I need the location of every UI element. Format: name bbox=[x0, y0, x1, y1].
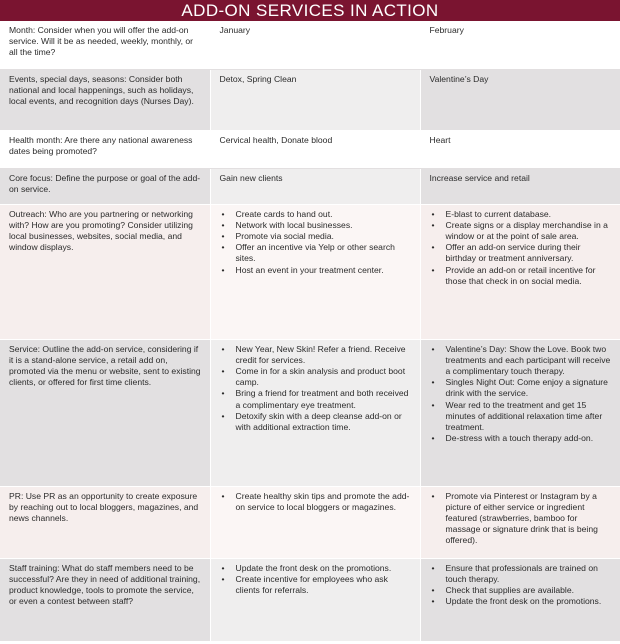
list-item: • Check that supplies are available. bbox=[446, 585, 612, 596]
february-cell: Valentine’s Day bbox=[420, 69, 620, 130]
list-item: • Promote via Pinterest or Instagram by a picture of either service or ingredient featured (strawberries, bamboo for massage or signature drink that is being offered). bbox=[446, 491, 612, 547]
row-label: Staff training: What do staff members need to be successful? Are they in need of additional training, product knowledge, tools to promote the service, or even a contest between staff? bbox=[0, 558, 210, 641]
list-item: • Create cards to hand out. bbox=[236, 209, 412, 220]
row-service bbox=[0, 339, 620, 486]
january-cell bbox=[210, 204, 420, 339]
row-month bbox=[0, 21, 620, 69]
january-cell: Gain new clients bbox=[210, 168, 420, 204]
row-label: Core focus: Define the purpose or goal of the add-on service. bbox=[0, 168, 210, 204]
list-item: • Singles Night Out: Come enjoy a signature drink with the service. bbox=[446, 377, 612, 399]
february-cell bbox=[420, 486, 620, 558]
list-item: • Valentine’s Day: Show the Love. Book two treatments and each participant will receive a complimentary touch therapy. bbox=[446, 344, 612, 378]
row-label: Events, special days, seasons: Consider both national and local happenings, such as holidays, local events, and recognition days (Nurses Day). bbox=[0, 69, 210, 130]
list-item: • Update the front desk on the promotions. bbox=[236, 563, 412, 574]
row-core-focus bbox=[0, 168, 620, 204]
row-health-month bbox=[0, 130, 620, 168]
january-cell: Detox, Spring Clean bbox=[210, 69, 420, 130]
january-cell bbox=[210, 339, 420, 486]
list-item: • Network with local businesses. bbox=[236, 220, 412, 231]
list-item: • E-blast to current database. bbox=[446, 209, 612, 220]
row-label: Health month: Are there any national awareness dates being promoted? bbox=[0, 130, 210, 168]
january-cell: January bbox=[210, 21, 420, 69]
row-label: Outreach: Who are you partnering or networking with? How are you promoting? Consider utilizing local businesses, websites, social media, and window displays. bbox=[0, 204, 210, 339]
row-label: PR: Use PR as an opportunity to create exposure by reaching out to local bloggers, magazines, and news channels. bbox=[0, 486, 210, 558]
list-item: • Wear red to the treatment and get 15 minutes of additional relaxation time after treatment. bbox=[446, 400, 612, 434]
february-cell bbox=[420, 558, 620, 641]
row-label: Month: Consider when you will offer the add-on service. Will it be as needed, weekly, monthly, or all the time? bbox=[0, 21, 210, 69]
list-item: • Ensure that professionals are trained on touch therapy. bbox=[446, 563, 612, 585]
list-item: • Create signs or a display merchandise in a window or at the point of sale area. bbox=[446, 220, 612, 242]
list-item: • Provide an add-on or retail incentive for those that check in on social media. bbox=[446, 265, 612, 287]
list-item: • Offer an incentive via Yelp or other search sites. bbox=[236, 242, 412, 264]
list-item: • Host an event in your treatment center. bbox=[236, 265, 412, 276]
list-item: • Create healthy skin tips and promote the add-on service to local bloggers or magazines. bbox=[236, 491, 412, 513]
february-cell: Increase service and retail bbox=[420, 168, 620, 204]
row-staff-training bbox=[0, 558, 620, 641]
list-item: • Detoxify skin with a deep cleanse add-on or with additional extraction time. bbox=[236, 411, 412, 433]
list-item: • Promote via social media. bbox=[236, 231, 412, 242]
january-cell: Cervical health, Donate blood bbox=[210, 130, 420, 168]
list-item: • Create incentive for employees who ask clients for referrals. bbox=[236, 574, 412, 596]
list-item: • Come in for a skin analysis and product boot camp. bbox=[236, 366, 412, 388]
add-on-services-table bbox=[0, 21, 620, 642]
list-item: • De-stress with a touch therapy add-on. bbox=[446, 433, 612, 444]
banner-title: ADD-ON SERVICES IN ACTION bbox=[0, 0, 620, 21]
january-cell bbox=[210, 558, 420, 641]
row-outreach bbox=[0, 204, 620, 339]
list-item: • Offer an add-on service during their birthday or treatment anniversary. bbox=[446, 242, 612, 264]
january-cell bbox=[210, 486, 420, 558]
february-cell: Heart bbox=[420, 130, 620, 168]
row-pr bbox=[0, 486, 620, 558]
list-item: • Update the front desk on the promotions. bbox=[446, 596, 612, 607]
list-item: • Bring a friend for treatment and both received a complimentary eye treatment. bbox=[236, 388, 412, 410]
february-cell bbox=[420, 204, 620, 339]
row-events bbox=[0, 69, 620, 130]
row-label: Service: Outline the add-on service, considering if it is a stand-alone service, a retail add on, promoted via the menu or website, sent to existing clients, or offered for first time clients. bbox=[0, 339, 210, 486]
list-item: • New Year, New Skin! Refer a friend. Receive credit for services. bbox=[236, 344, 412, 366]
february-cell bbox=[420, 339, 620, 486]
february-cell: February bbox=[420, 21, 620, 69]
